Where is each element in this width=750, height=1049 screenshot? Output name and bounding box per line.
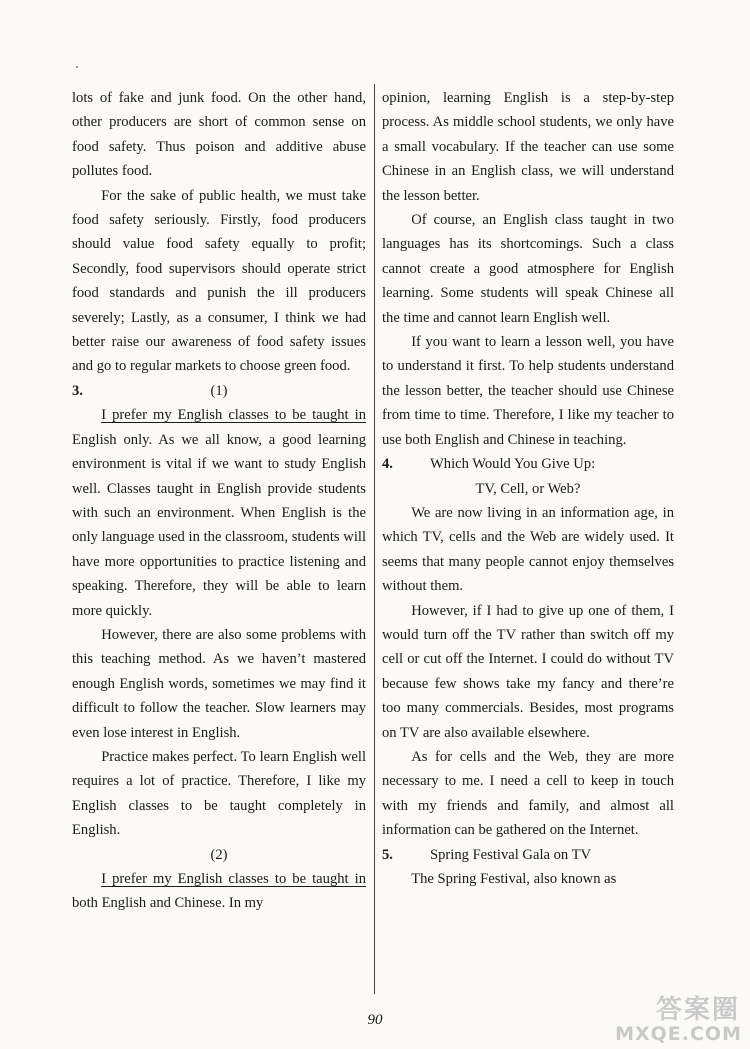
paragraph: For the sake of public health, we must take food safety seriously. Firstly, food producers should value food safety equally to profit; Secondly, food supervisors should operate strict food standards and punish the ill producers severely; Lastly, as a consumer, I think we had better raise our awareness of food safety issues and go to regular markets to choose green food. — [72, 187, 366, 375]
paragraph: The Spring Festival, also known as — [411, 871, 617, 887]
paragraph: lots of fake and junk food. On the other hand, other producers are short of common sense on food safety. Thus poison and additive abuse pollutes food. — [72, 90, 366, 180]
subsection-label: (2) — [210, 846, 228, 863]
subsection-label: (1) — [210, 382, 228, 399]
underlined-prompt: I prefer my English classes to be taught in — [101, 407, 366, 424]
paragraph — [72, 867, 366, 916]
underlined-prompt: I prefer my English classes to be taught in — [101, 871, 366, 887]
paragraph: Practice makes perfect. To learn English well requires a lot of practice. Therefore, I like my English classes to be taught completely in English. — [72, 748, 366, 839]
paragraph: We are now living in an information age, in which TV, cells and the Web are widely used. It seems that many people cannot enjoy themselves without them. — [382, 504, 674, 595]
section-title-line-2: TV, Cell, or Web? — [475, 480, 581, 497]
paragraph: However, if I had to give up one of them, I would turn off the TV rather than switch off my cell or cut off the Internet. I could do without TV because few shows take my fancy and there’re too many commercials. Besides, most programs on TV are also available elsewhere. — [382, 602, 674, 741]
left-column — [72, 86, 366, 916]
paragraph-text: both English and Chinese. In my — [72, 895, 264, 912]
paragraph: opinion, learning English is a step-by-step process. As middle school students, we only have a small vocabulary. If the teacher can use some Chinese in an English class, we will understand the lesson better. — [382, 90, 674, 204]
watermark-en: MXQE.COM — [615, 1023, 742, 1045]
print-mark — [76, 66, 78, 68]
section-number: 4. — [382, 456, 393, 473]
page-number: 90 — [367, 1012, 383, 1028]
section-title: Spring Festival Gala on TV — [430, 846, 592, 863]
paragraph: As for cells and the Web, they are more necessary to me. I need a cell to keep in touch with my friends and family, and almost all information can be gathered on the Internet. — [382, 748, 674, 839]
paragraph-text: English only. As we all know, a good learning environment is vital if we want to study English well. Classes taught in English provide students with such an environment. When English is the only language used in the classroom, students will have more opportunities to practice listening and speaking. Therefore, they will be able to learn more quickly. — [72, 431, 366, 619]
section-heading-3 — [72, 379, 366, 403]
watermark-cn: 答案圈 — [655, 995, 740, 1025]
column-divider — [374, 84, 375, 994]
paragraph — [72, 403, 366, 623]
watermark-logo — [616, 987, 746, 1047]
section-number: 5. — [382, 846, 393, 863]
right-column — [382, 86, 674, 891]
paragraph: However, there are also some problems with this teaching method. As we haven’t mastered enough English words, sometimes we may find it difficult to follow the teacher. Slow learners may even lose interest in English. — [72, 626, 366, 741]
section-heading-4 — [382, 452, 674, 476]
section-heading-5 — [382, 843, 674, 867]
paragraph: If you want to learn a lesson well, you have to understand it first. To help students understand the lesson better, the teacher should use Chinese from time to time. Therefore, I like my teacher to use both English and Chinese in teaching. — [382, 334, 674, 448]
paragraph: Of course, an English class taught in two languages has its shortcomings. Such a class cannot create a good atmosphere for English learning. Some students will speak Chinese all the time and cannot learn English well. — [382, 212, 674, 326]
section-title: Which Would You Give Up: — [430, 456, 596, 473]
section-number: 3. — [72, 382, 83, 399]
